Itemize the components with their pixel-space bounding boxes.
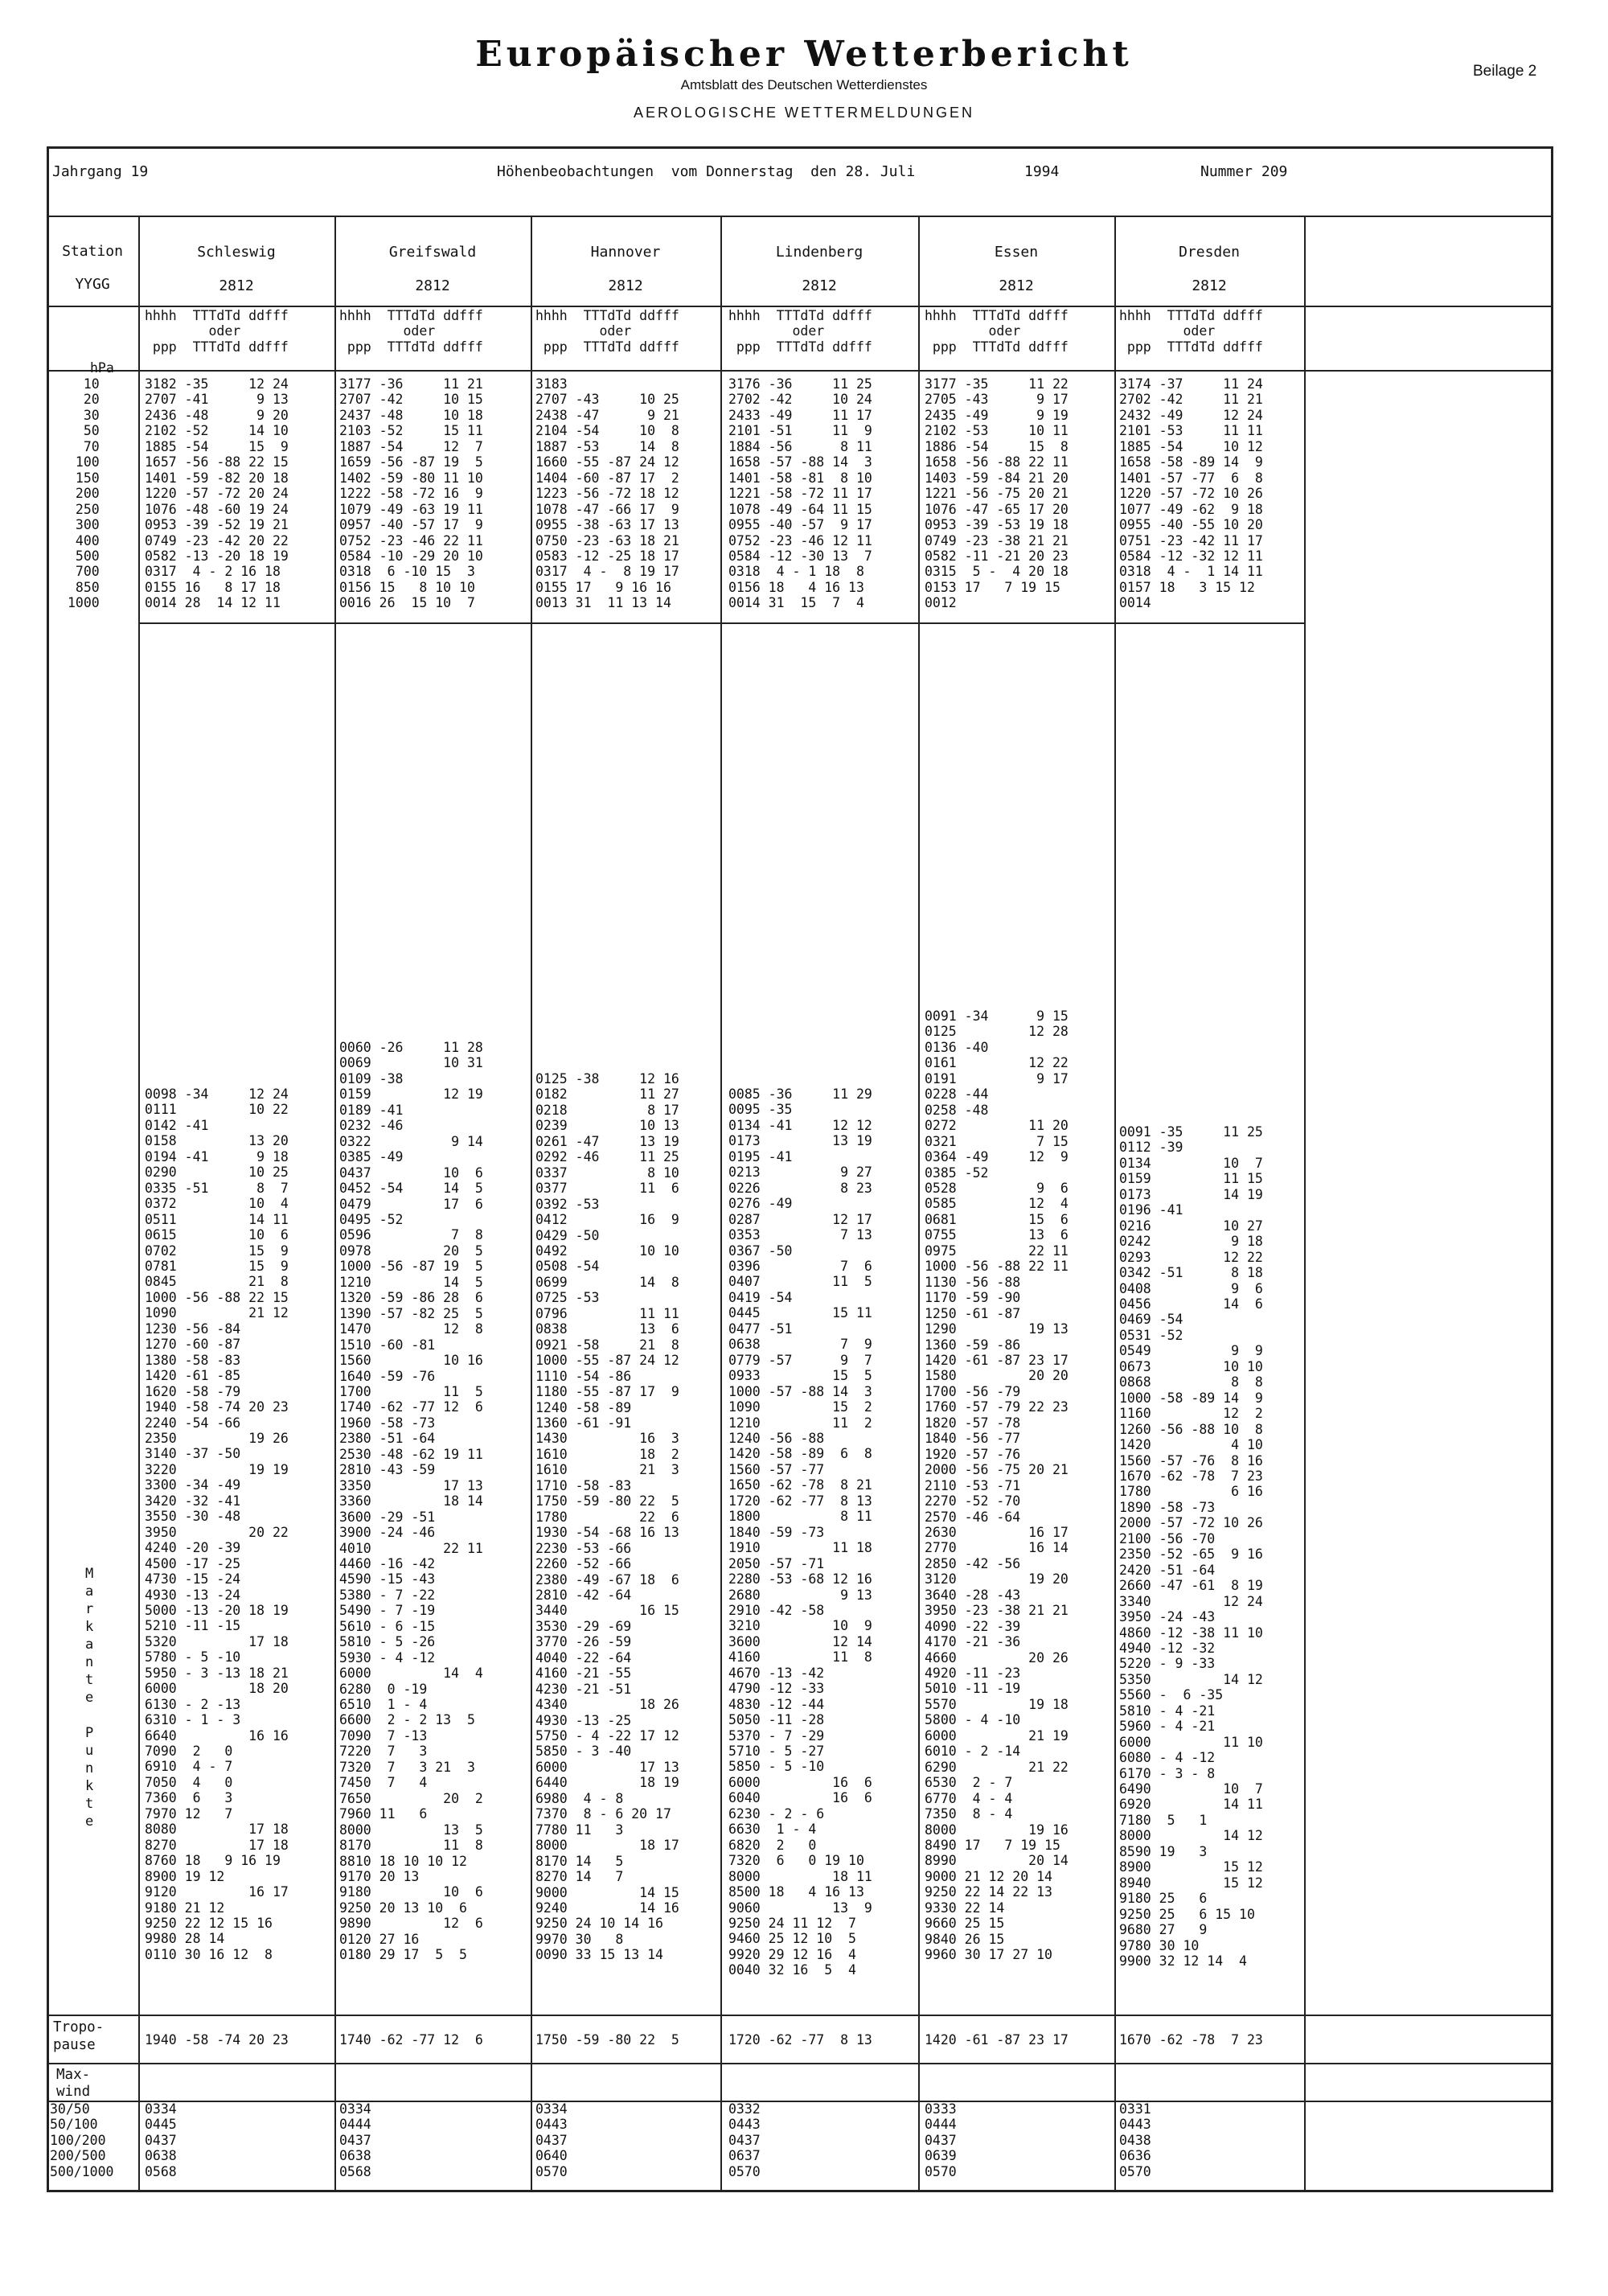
yygg-label: YYGG xyxy=(75,276,110,293)
significant-points-lindenberg: 0085 -36 11 29 0095 -35 0134 -41 12 12 0173 13 19 0195 -41 0213 9 27 0226 8 23 0276 -49 0287 12 17 0353 7 13 0367 -50 0396 7 6 0407 11 5 0419 -54 0445 15 11 0477 -51 0638 7 9 0779 -57 9 7 0933 15 5 1000 -57 -88 14 3 1090 15 2 1210 11 2 1240 -56 -88 1420 -58 -89 6 8 1560 -57 -77 1650 -62 -78 8 21 1720 -62 -77 8 13 1800 8 11 1840 -59 -73 1910 11 18 2050 -57 -71 2280 -53 -68 12 16 2680 9 13 2910 -42 -58 3210 10 9 3600 12 14 4160 11 8 4670 -13 -42 4790 -12 -33 4830 -12 -44 5050 -11 -28 5370 - 7 -29 5710 - 5 -27 5850 - 5 -10 6000 16 6 6040 16 6 6230 - 2 - 6 6630 1 - 4 6820 2 0 7320 6 0 19 10 8000 18 11 8500 18 4 16 13 9060 13 9 9250 24 11 12 7 9460 25 12 10 5 9920 29 12 16 4 0040 32 16 5 4 xyxy=(728,1086,872,1978)
column-header: hhhh TTTdTd ddfff oder ppp TTTdTd ddfff xyxy=(728,308,872,355)
station-time-greifswald: 2812 xyxy=(415,277,450,294)
standard-levels-lindenberg: 3176 -36 11 25 2702 -42 10 24 2433 -49 11 17 2101 -51 11 9 1884 -56 8 11 1658 -57 -88 14 3 1401 -58 -81 8 10 1221 -58 -72 11 17 1078 -49 -64 11 15 0955 -40 -57 9 17 0752 -23 -46 12 11 0584 -12 -30 13 7 0318 4 - 1 18 8 0156 18 4 16 13 0014 31 15 7 4 xyxy=(728,376,872,611)
column-divider xyxy=(531,216,532,2192)
issue-number: Nummer 209 xyxy=(1200,163,1288,180)
station-time-lindenberg: 2812 xyxy=(802,277,837,294)
year-label: Jahrgang 19 xyxy=(52,163,149,180)
column-divider xyxy=(720,216,722,2192)
tropopause-greifswald: 1740 -62 -77 12 6 xyxy=(339,2032,483,2048)
maxwind-schleswig: 0334 0445 0437 0638 0568 xyxy=(145,2101,177,2179)
observation-date: Höhenbeobachtungen vom Donnerstag den 28. Juli xyxy=(497,163,916,180)
document-title: Europäischer Wetterbericht xyxy=(475,34,1133,75)
station-name-dresden: Dresden xyxy=(1179,244,1240,261)
document-subtitle: Amtsblatt des Deutschen Wetterdienstes xyxy=(680,77,928,92)
station-name-greifswald: Greifswald xyxy=(388,244,477,261)
significant-points-essen: 0091 -34 9 15 0125 12 28 0136 -40 0161 12 22 0191 9 17 0228 -44 0258 -48 0272 11 20 0321 7 15 0364 -49 12 9 0385 -52 0528 9 6 0585 12 4 0681 15 6 0755 13 6 0975 22 11 1000 -56 -88 22 11 1130 -56 -88 1170 -59 -90 1250 -61 -87 1290 19 13 1360 -59 -86 1420 -61 -87 23 17 1580 20 20 1700 -56 -79 1760 -57 -79 22 23 1820 -57 -78 1840 -56 -77 1920 -57 -76 2000 -56 -75 20 21 2110 -53 -71 2270 -52 -70 2570 -46 -64 2630 16 17 2770 16 14 2850 -42 -56 3120 19 20 3640 -28 -43 3950 -23 -38 21 21 4090 -22 -39 4170 -21 -36 4660 20 26 4920 -11 -23 5010 -11 -19 5570 19 18 5800 - 4 -10 6000 21 19 6010 - 2 -14 6290 21 22 6530 2 - 7 6770 4 - 4 7350 8 - 4 8000 19 16 8490 17 7 19 15 8990 20 14 9000 21 12 20 14 9250 22 14 22 13 9330 22 14 9660 25 15 9840 26 15 9960 30 17 27 10 xyxy=(925,1008,1069,1963)
tropopause-dresden: 1670 -62 -78 7 23 xyxy=(1119,2032,1263,2048)
hpa-label: hPa xyxy=(90,360,114,376)
column-divider xyxy=(1304,216,1306,2192)
station-time-essen: 2812 xyxy=(999,277,1034,294)
tropopause-schleswig: 1940 -58 -74 20 23 xyxy=(145,2032,289,2048)
standard-levels-dresden: 3174 -37 11 24 2702 -42 11 21 2432 -49 12 24 2101 -53 11 11 1885 -54 10 12 1658 -58 -89 14 9 1401 -57 -77 6 8 1220 -57 -72 10 26 1077 -49 -62 9 18 0955 -40 -55 10 20 0751 -23 -42 11 17 0584 -12 -32 12 11 0318 4 - 1 14 11 0157 18 3 15 12 0014 xyxy=(1119,376,1263,611)
rule xyxy=(47,306,1553,307)
station-time-hannover: 2812 xyxy=(608,277,643,294)
standard-levels-hannover: 3183 2707 -43 10 25 2438 -47 9 21 2104 -54 10 8 1887 -53 14 8 1660 -55 -87 24 12 1404 -60 -87 17 2 1223 -56 -72 18 12 1078 -47 -66 17 9 0955 -38 -63 17 13 0750 -23 -63 18 21 0583 -12 -25 18 17 0317 4 - 8 19 17 0155 17 9 16 16 0013 31 11 13 14 xyxy=(535,376,679,611)
station-label: Station xyxy=(62,243,123,260)
column-header: hhhh TTTdTd ddfff oder ppp TTTdTd ddfff xyxy=(925,308,1069,355)
tropopause-hannover: 1750 -59 -80 22 5 xyxy=(535,2032,679,2048)
maxwind-levels: 30/50 50/100 100/200 200/500 500/1000 xyxy=(50,2101,114,2179)
station-name-lindenberg: Lindenberg xyxy=(775,244,863,261)
standard-levels-greifswald: 3177 -36 11 21 2707 -42 10 15 2437 -48 10 18 2103 -52 15 11 1887 -54 12 7 1659 -56 -87 19 5 1402 -59 -80 11 10 1222 -58 -72 16 9 1079 -49 -63 19 11 0957 -40 -57 17 9 0752 -23 -46 22 11 0584 -10 -29 20 10 0318 6 -10 15 3 0156 15 8 10 10 0016 26 15 10 7 xyxy=(339,376,483,611)
maxwind-hannover: 0334 0443 0437 0640 0570 xyxy=(535,2101,568,2179)
standard-levels-essen: 3177 -35 11 22 2705 -43 9 17 2435 -49 9 19 2102 -53 10 11 1886 -54 15 8 1658 -56 -88 22 11 1403 -59 -84 21 20 1221 -56 -75 20 21 1076 -47 -65 17 20 0953 -39 -53 19 18 0749 -23 -38 21 21 0582 -11 -21 20 23 0315 5 - 4 20 18 0153 17 7 19 15 0012 xyxy=(925,376,1069,611)
column-header: hhhh TTTdTd ddfff oder ppp TTTdTd ddfff xyxy=(535,308,679,355)
column-divider xyxy=(1114,216,1116,2192)
significant-points-hannover: 0125 -38 12 16 0182 11 27 0218 8 17 0239 10 13 0261 -47 13 19 0292 -46 11 25 0337 8 10 0377 11 6 0392 -53 0412 16 9 0429 -50 0492 10 10 0508 -54 0699 14 8 0725 -53 0796 11 11 0838 13 6 0921 -58 21 8 1000 -55 -87 24 12 1110 -54 -86 1180 -55 -87 17 9 1240 -58 -89 1360 -61 -91 1430 16 3 1610 18 2 1610 21 3 1710 -58 -83 1750 -59 -80 22 5 1780 22 6 1930 -54 -68 16 13 2230 -53 -66 2260 -52 -66 2380 -49 -67 18 6 2810 -42 -64 3440 16 15 3530 -29 -69 3770 -26 -59 4040 -22 -64 4160 -21 -55 4230 -21 -51 4340 18 26 4930 -13 -25 5750 - 4 -22 17 12 5850 - 3 -40 6000 17 13 6440 18 19 6980 4 - 8 7370 8 - 6 20 17 7780 11 3 8000 18 17 8170 14 5 8270 14 7 9000 14 15 9240 14 16 9250 24 10 14 16 9970 30 8 0090 33 15 13 14 xyxy=(535,1071,679,1963)
station-time-schleswig: 2812 xyxy=(219,277,254,294)
rule xyxy=(47,216,1553,217)
maxwind-label: Max- wind xyxy=(56,2067,91,2100)
column-header: hhhh TTTdTd ddfff oder ppp TTTdTd ddfff xyxy=(339,308,483,355)
maxwind-dresden: 0331 0443 0438 0636 0570 xyxy=(1119,2101,1151,2179)
station-name-hannover: Hannover xyxy=(590,244,661,261)
column-header: hhhh TTTdTd ddfff oder ppp TTTdTd ddfff xyxy=(1119,308,1263,355)
column-header: hhhh TTTdTd ddfff oder ppp TTTdTd ddfff xyxy=(145,308,289,355)
column-divider xyxy=(918,216,920,2192)
column-divider xyxy=(334,216,336,2192)
section-title: AEROLOGISCHE WETTERMELDUNGEN xyxy=(633,105,975,121)
standard-levels-schleswig: 3182 -35 12 24 2707 -41 9 13 2436 -48 9 20 2102 -52 14 10 1885 -54 15 9 1657 -56 -88 22 15 1401 -59 -82 20 18 1220 -57 -72 20 24 1076 -48 -60 19 24 0953 -39 -52 19 21 0749 -23 -42 20 22 0582 -13 -20 18 19 0317 4 - 2 16 18 0155 16 8 17 18 0014 28 14 12 11 xyxy=(145,376,289,611)
station-name-schleswig: Schleswig xyxy=(197,244,276,261)
rule xyxy=(47,2063,1553,2064)
rule xyxy=(47,2101,1553,2102)
maxwind-lindenberg: 0332 0443 0437 0637 0570 xyxy=(728,2101,761,2179)
pressure-levels: 10 20 30 50 70 100 150 200 250 300 400 500 700 850 1000 xyxy=(68,376,100,611)
markante-punkte-label: M a r k a n t e P u n k t e xyxy=(85,1566,94,1830)
tropopause-label: Tropo- pause xyxy=(53,2019,105,2053)
rule xyxy=(47,370,1553,372)
station-time-dresden: 2812 xyxy=(1192,277,1227,294)
significant-points-greifswald: 0060 -26 11 28 0069 10 31 0109 -38 0159 12 19 0189 -41 0232 -46 0322 9 14 0385 -49 0437 10 6 0452 -54 14 5 0479 17 6 0495 -52 0596 7 8 0978 20 5 1000 -56 -87 19 5 1210 14 5 1320 -59 -86 28 6 1390 -57 -82 25 5 1470 12 8 1510 -60 -81 1560 10 16 1640 -59 -76 1700 11 5 1740 -62 -77 12 6 1960 -58 -73 2380 -51 -64 2530 -48 -62 19 11 2810 -43 -59 3350 17 13 3360 18 14 3600 -29 -51 3900 -24 -46 4010 22 11 4460 -16 -42 4590 -15 -43 5380 - 7 -22 5490 - 7 -19 5610 - 6 -15 5810 - 5 -26 5930 - 4 -12 6000 14 4 6280 0 -19 6510 1 - 4 6600 2 - 2 13 5 7090 7 -13 7220 7 3 7320 7 3 21 3 7450 7 4 7650 20 2 7960 11 6 8000 13 5 8170 11 8 8810 18 10 10 12 9170 20 13 9180 10 6 9250 20 13 10 6 9890 12 6 0120 27 16 0180 29 17 5 5 xyxy=(339,1040,483,1963)
tropopause-lindenberg: 1720 -62 -77 8 13 xyxy=(728,2032,872,2048)
maxwind-greifswald: 0334 0444 0437 0638 0568 xyxy=(339,2101,371,2179)
significant-points-schleswig: 0098 -34 12 24 0111 10 22 0142 -41 0158 13 20 0194 -41 9 18 0290 10 25 0335 -51 8 7 0372 10 4 0511 14 11 0615 10 6 0702 15 9 0781 15 9 0845 21 8 1000 -56 -88 22 15 1090 21 12 1230 -56 -84 1270 -60 -87 1380 -58 -83 1420 -61 -85 1620 -58 -79 1940 -58 -74 20 23 2240 -54 -66 2350 19 26 3140 -37 -50 3220 19 19 3300 -34 -49 3420 -32 -41 3550 -30 -48 3950 20 22 4240 -20 -39 4500 -17 -25 4730 -15 -24 4930 -13 -24 5000 -13 -20 18 19 5210 -11 -15 5320 17 18 5780 - 5 -10 5950 - 3 -13 18 21 6000 18 20 6130 - 2 -13 6310 - 1 - 3 6640 16 16 7090 2 0 6910 4 - 7 7050 4 0 7360 6 3 7970 12 7 8080 17 18 8270 17 18 8760 18 9 16 19 8900 19 12 9120 16 17 9180 21 12 9250 22 12 15 16 9980 28 14 0110 30 16 12 8 xyxy=(145,1086,289,1962)
station-name-essen: Essen xyxy=(994,244,1039,261)
significant-points-dresden: 0091 -35 11 25 0112 -39 0134 10 7 0159 11 15 0173 14 19 0196 -41 0216 10 27 0242 9 18 0293 12 22 0342 -51 8 18 0408 9 6 0456 14 6 0469 -54 0531 -52 0549 9 9 0673 10 10 0868 8 8 1000 -58 -89 14 9 1160 12 2 1260 -56 -88 10 8 1420 4 10 1560 -57 -76 8 16 1670 -62 -78 7 23 1780 6 16 1890 -58 -73 2000 -57 -72 10 26 2100 -56 -70 2350 -52 -65 9 16 2420 -51 -64 2660 -47 -61 8 19 3340 12 24 3950 -24 -43 4860 -12 -38 11 10 4940 -12 -32 5220 - 9 -33 5350 14 12 5560 - 6 -35 5810 - 4 -21 5960 - 4 -21 6000 11 10 6080 - 4 -12 6170 - 3 - 8 6490 10 7 6920 14 11 7180 5 1 8000 14 12 8590 19 3 8900 15 12 8940 15 12 9180 25 6 9250 25 6 15 10 9680 27 9 9780 30 10 9900 32 12 14 4 xyxy=(1119,1124,1263,1969)
supplement-label: Beilage 2 xyxy=(1473,63,1537,80)
maxwind-essen: 0333 0444 0437 0639 0570 xyxy=(925,2101,957,2179)
rule xyxy=(47,2015,1553,2016)
year: 1994 xyxy=(1024,163,1060,180)
column-divider xyxy=(138,216,140,2192)
tropopause-essen: 1420 -61 -87 23 17 xyxy=(925,2032,1069,2048)
